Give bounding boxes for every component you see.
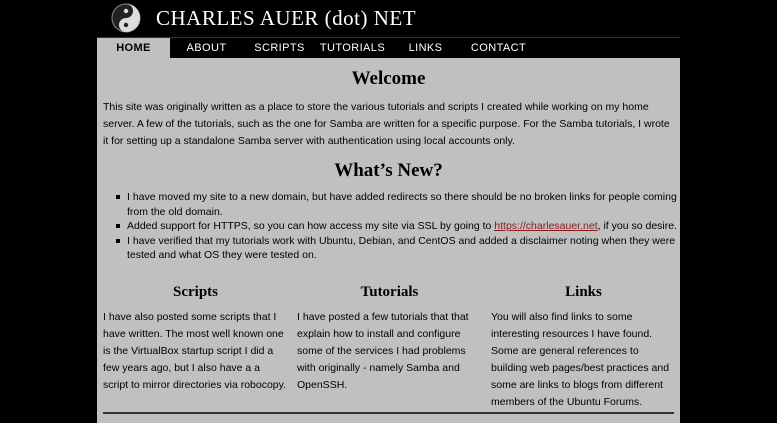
links-text: You will also find links to some interesting resources I have found. Some are general references to building web pages/best practices and some are links to blogs from different members of the Ubuntu Forums. <box>491 311 670 408</box>
nav-tutorials[interactable]: TUTORIALS <box>319 42 386 54</box>
news-list <box>103 190 697 263</box>
tutorials-text: I have posted a few tutorials that that explain how to install and configure some of the services I had problems with originally - namely Samba and OpenSSH. <box>297 311 469 391</box>
news-item: I have verified that my tutorials work with Ubuntu, Debian, and CentOS and added a disclaimer noting when they were tested and what OS they were tested on. <box>127 234 697 263</box>
https-link[interactable]: https://charlesauer.net <box>494 220 598 232</box>
scripts-column <box>103 284 288 394</box>
news-item: I have moved my site to a new domain, but have added redirects so there should be no broken links for people coming from the old domain. <box>127 190 697 219</box>
tutorials-heading: Tutorials <box>360 284 419 300</box>
nav-about[interactable]: ABOUT <box>186 42 227 54</box>
nav-home[interactable]: HOME <box>97 38 170 59</box>
scripts-heading: Scripts <box>173 284 218 300</box>
links-heading: Links <box>565 284 602 300</box>
news-item-text: Added support for HTTPS, so you can how access my site via SSL by going to <box>127 220 495 232</box>
nav-links[interactable]: LINKS <box>408 42 443 54</box>
welcome-text: This site was originally written as a place to store the various tutorials and scripts I created while working on my home server. A few of the tutorials, such as the one for Samba are written for a specific purpose. For the Samba tutorials, I wrote it for setting up a standalone Samba server with authentication using local accounts only. <box>103 101 670 147</box>
welcome-heading: Welcome <box>351 68 426 89</box>
divider <box>103 412 674 414</box>
nav-contact[interactable]: CONTACT <box>470 42 527 54</box>
yin-yang-icon[interactable] <box>111 3 141 33</box>
scripts-text: I have also posted some scripts that I have written. The most well known one is the VirtualBox startup script I did a few years ago, but I also have a a script to mirror directories via robocopy. <box>103 311 287 391</box>
main-nav <box>97 37 680 59</box>
news-item <box>127 219 697 234</box>
main-content <box>97 58 680 423</box>
tutorials-column <box>297 284 482 394</box>
nav-scripts[interactable]: SCRIPTS <box>254 42 305 54</box>
news-heading: What’s New? <box>334 160 443 181</box>
news-item-text: , if you so desire. <box>597 220 677 232</box>
site-header <box>97 0 680 37</box>
site-title[interactable]: CHARLES AUER (dot) NET <box>156 6 417 30</box>
links-column <box>491 284 676 411</box>
